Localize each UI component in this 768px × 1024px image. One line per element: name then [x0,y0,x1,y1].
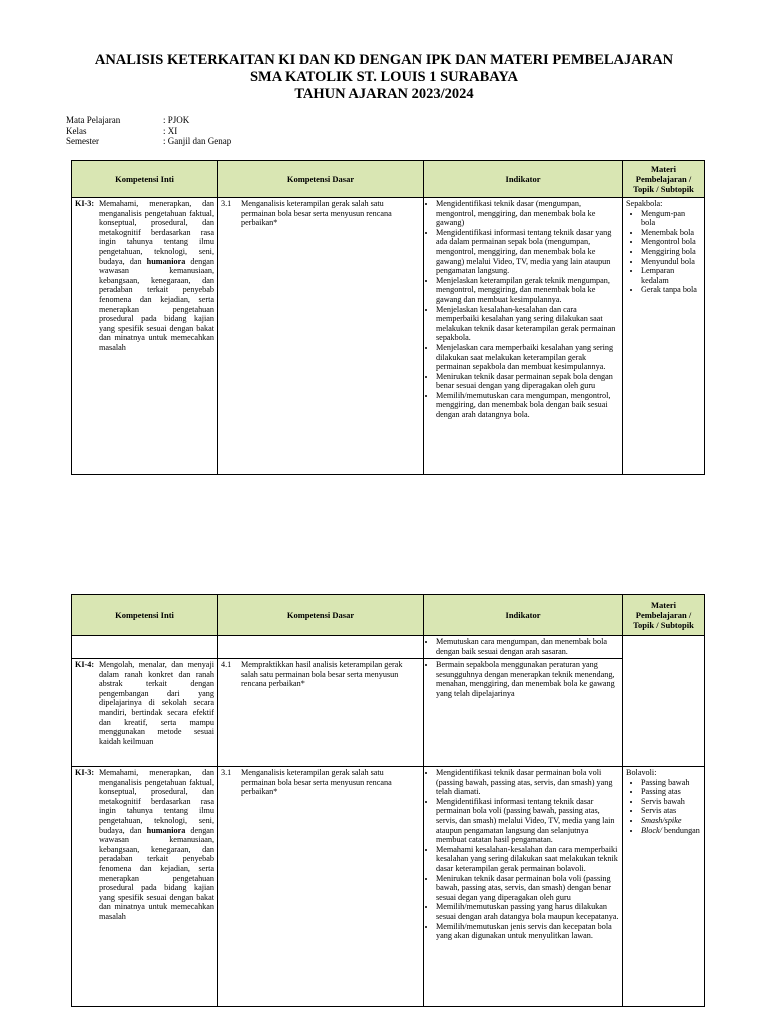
header-kompetensi-dasar: Kompetensi Dasar [218,161,424,198]
list-item [641,816,701,826]
meta-info [66,115,231,147]
table-row [72,767,705,1007]
materi-title: Bolavoli: [626,768,657,777]
table-header-row [72,161,705,198]
list-item: • Memilih/memutuskan passing yang harus dilakukan sesuai dengan arah datangya bola maupun kecepatanya. [436,902,619,921]
ki-text: Memahami, menerapkan, dan menganalisis pengetahuan faktual, konseptual, prosedural, dan metakognitif berdasarkan rasa ingin tahunya tentang ilmu pengetahuan, teknologi, seni, budaya, dan [99,768,214,835]
ki-code: KI-4: [75,660,95,669]
list-item: • Passing atas [641,787,701,797]
kd-number: 3.1 [221,199,232,208]
ki-code: KI-3: [75,199,95,208]
list-item: • Mengontrol bola [641,237,701,247]
kd-cell [218,636,424,659]
list-item: • Memilih/memutuskan jenis servis dan kecepatan bola yang akan digunakan untuk menyulitkan lawan. [436,922,619,941]
ki-code: KI-3: [75,768,95,777]
meta-label: Semester [66,136,99,146]
list-item: • Servis bawah [641,797,701,807]
list-item: • Mengidentifikasi informasi tentang teknik dasar yang ada dalam permainan sepak bola (mengumpan, mengontrol, menggiring, dan menembak bola ke gawang) melalui Video, TV, media yang lain ataupun pengamatan langsung. [436,228,619,276]
header-kompetensi-inti: Kompetensi Inti [72,161,218,198]
materi-cell [623,198,705,475]
list-item: • Menjelaskan keterampilan gerak teknik mengumpan, mengontrol, menggiring, dan menembak bola ke gawang dan membuat kesimpulannya. [436,276,619,305]
table-row [72,198,705,475]
meta-label: Kelas [66,125,87,136]
list-item: • Lemparan kedalam [641,266,701,285]
materi-cell [623,636,705,767]
kd-text: Mempraktikkan hasil analisis keterampilan gerak salah satu permainan bola besar serta menyusun rencana perbaikan* [241,660,403,689]
header-indikator: Indikator [424,595,623,636]
header-materi: Materi Pembelajaran / Topik / Subtopik [623,161,705,198]
list-item: • Menembak bola [641,228,701,238]
indikator-list [427,660,619,698]
list-item: • Menjelaskan kesalahan-kesalahan dan cara memperbaiki kesalahan yang sering dilakukan saat melakukan teknik dasar keterampilan gerak permainan sepakbola. [436,305,619,343]
ki-text: dengan wawasan kemanusiaan, kebangsaan, kenegaraan, dan peradaban terkait penyebab fenomena dan kejadian, serta menerapkan pengetahuan prosedural pada bidang kajian yang spesifik sesuai dengan bakat dan minatnya untuk memecahkan masalah [99,825,215,921]
list-item: • Gerak tanpa bola [641,285,701,295]
meta-row [66,136,231,147]
kd-text: Menganalisis keterampilan gerak salah satu permainan bola besar serta menyusun rencana perbaikan* [241,768,392,797]
indikator-list [427,637,619,656]
ki-cell [72,636,218,659]
list-item: • Mengidentifikasi teknik dasar permainan bola voli (passing bawah, passing atas, servis, dan smash) yang telah diamati. [436,768,619,797]
list-item: • Servis atas [641,806,701,816]
kd-cell [218,659,424,767]
list-item: • Memahami kesalahan-kesalahan dan cara memperbaiki kesalahan yang sering dilakukan saat melakukan teknik dasar keterampilan gerak permainan bolavoli. [436,845,619,874]
list-item: • Mengidentifikasi teknik dasar (mengumpan, mengontrol, menggiring, dan menembak bola ke gawang) [436,199,619,228]
competency-table-2 [71,594,705,1007]
kd-number: 3.1 [221,768,232,777]
list-item [641,826,701,836]
header-kompetensi-dasar: Kompetensi Dasar [218,595,424,636]
header-indikator: Indikator [424,161,623,198]
indikator-cell [424,636,623,659]
list-item: • Memutuskan cara mengumpan, dan menembak bola dengan baik sesuai dengan arah sasaran. [436,637,619,656]
meta-row [66,115,231,126]
header-materi: Materi Pembelajaran / Topik / Subtopik [623,595,705,636]
indikator-cell [424,767,623,1007]
materi-list [626,209,701,295]
ki-text: Mengolah, menalar, dan menyaji dalam ranah konkret dan ranah abstrak terkait dengan pengembangan dari yang dipelajarinya di sekolah secara mandiri, bertindak secara efektif dan kreatif, serta mampu menggunakan metode sesuai kaidah keilmuan [99,660,214,746]
list-item: • Mengum-pan bola [641,209,701,228]
meta-value: : Ganjil dan Genap [163,136,232,146]
indikator-list [427,768,619,941]
competency-table-1 [71,160,705,475]
meta-row [66,126,231,137]
meta-value: : XI [163,125,178,136]
ki-bold: humaniora [146,256,186,266]
list-item: • Menggiring bola [641,247,701,257]
title-line-3: TAHUN AJARAN 2023/2024 [294,86,474,102]
meta-value: : PJOK [163,115,190,125]
table-row [72,636,705,659]
materi-text: bendungan [663,825,700,835]
ki-cell [72,659,218,767]
list-item: • Bermain sepakbola menggunakan peraturan yang sesungguhnya dengan menerapkan teknik menendang, menahan, menggiring, dan menembak bola ke gawang yang telah dipelajarinya [436,660,619,698]
list-item: • Menirukan teknik dasar permainan bola voli (passing bawah, passing atas, servis, dan smash) dengan benar sesuai degan yang diperagakan oleh guru [436,874,619,903]
indikator-cell [424,198,623,475]
list-item: • Menyundul bola [641,257,701,267]
kd-cell [218,767,424,1007]
document-title [0,52,768,103]
title-line-1: ANALISIS KETERKAITAN KI DAN KD DENGAN IPK DAN MATERI PEMBELAJARAN [94,52,674,68]
list-item: • Memilih/memutuskan cara mengumpan, mengontrol, menggiring, dan menembak bola dengan baik sesuai dengan arah datangnya bola. [436,391,619,420]
list-item: • Mengidentifikasi informasi tentang teknik dasar permainan bola voli (passing bawah, passing atas, servis, dan smash) melalui Video, TV, media yang lain ataupun pengamatan langsung dan selanjutnya membuat catatan hasil pengamatan. [436,797,619,845]
meta-label: Mata Pelajaran [66,115,121,125]
list-item: • Passing bawah [641,778,701,788]
list-item: • Menjelaskan cara memperbaiki kesalahan yang sering dilakukan saat melakukan keterampilan gerak permainan sepakbola dan membuat kesimpulannya. [436,343,619,372]
materi-italic: Smash/spike [641,815,682,825]
materi-title: Sepakbola: [626,199,663,208]
table-row [72,659,705,767]
materi-italic: Block/ [641,825,662,835]
list-item: • Menirukan teknik dasar permainan sepak bola dengan benar sesuai dengan yang diperagakan oleh guru [436,372,619,391]
materi-cell [623,767,705,1007]
ki-text: dengan wawasan kemanusiaan, kebangsaan, kenegaraan, dan peradaban terkait penyebab fenomena dan kejadian, serta menerapkan pengetahuan prosedural pada bidang kajian yang spesifik sesuai dengan bakat dan minatnya untuk memecahkan masalah [99,256,215,352]
ki-cell [72,198,218,475]
header-kompetensi-inti: Kompetensi Inti [72,595,218,636]
kd-cell [218,198,424,475]
ki-cell [72,767,218,1007]
ki-text: Memahami, menerapkan, dan menganalisis pengetahuan faktual, konseptual, prosedural, dan metakognitif berdasarkan rasa ingin tahunya tentang ilmu pengetahuan, teknologi, seni, budaya, dan [99,199,214,266]
indikator-list [427,199,619,420]
materi-list [626,778,701,836]
kd-text: Menganalisis keterampilan gerak salah satu permainan bola besar serta menyusun rencana perbaikan* [241,199,392,228]
indikator-cell [424,659,623,767]
kd-number: 4.1 [221,660,232,669]
table-header-row [72,595,705,636]
ki-bold: humaniora [146,825,186,835]
title-line-2: SMA KATOLIK ST. LOUIS 1 SURABAYA [249,69,519,85]
